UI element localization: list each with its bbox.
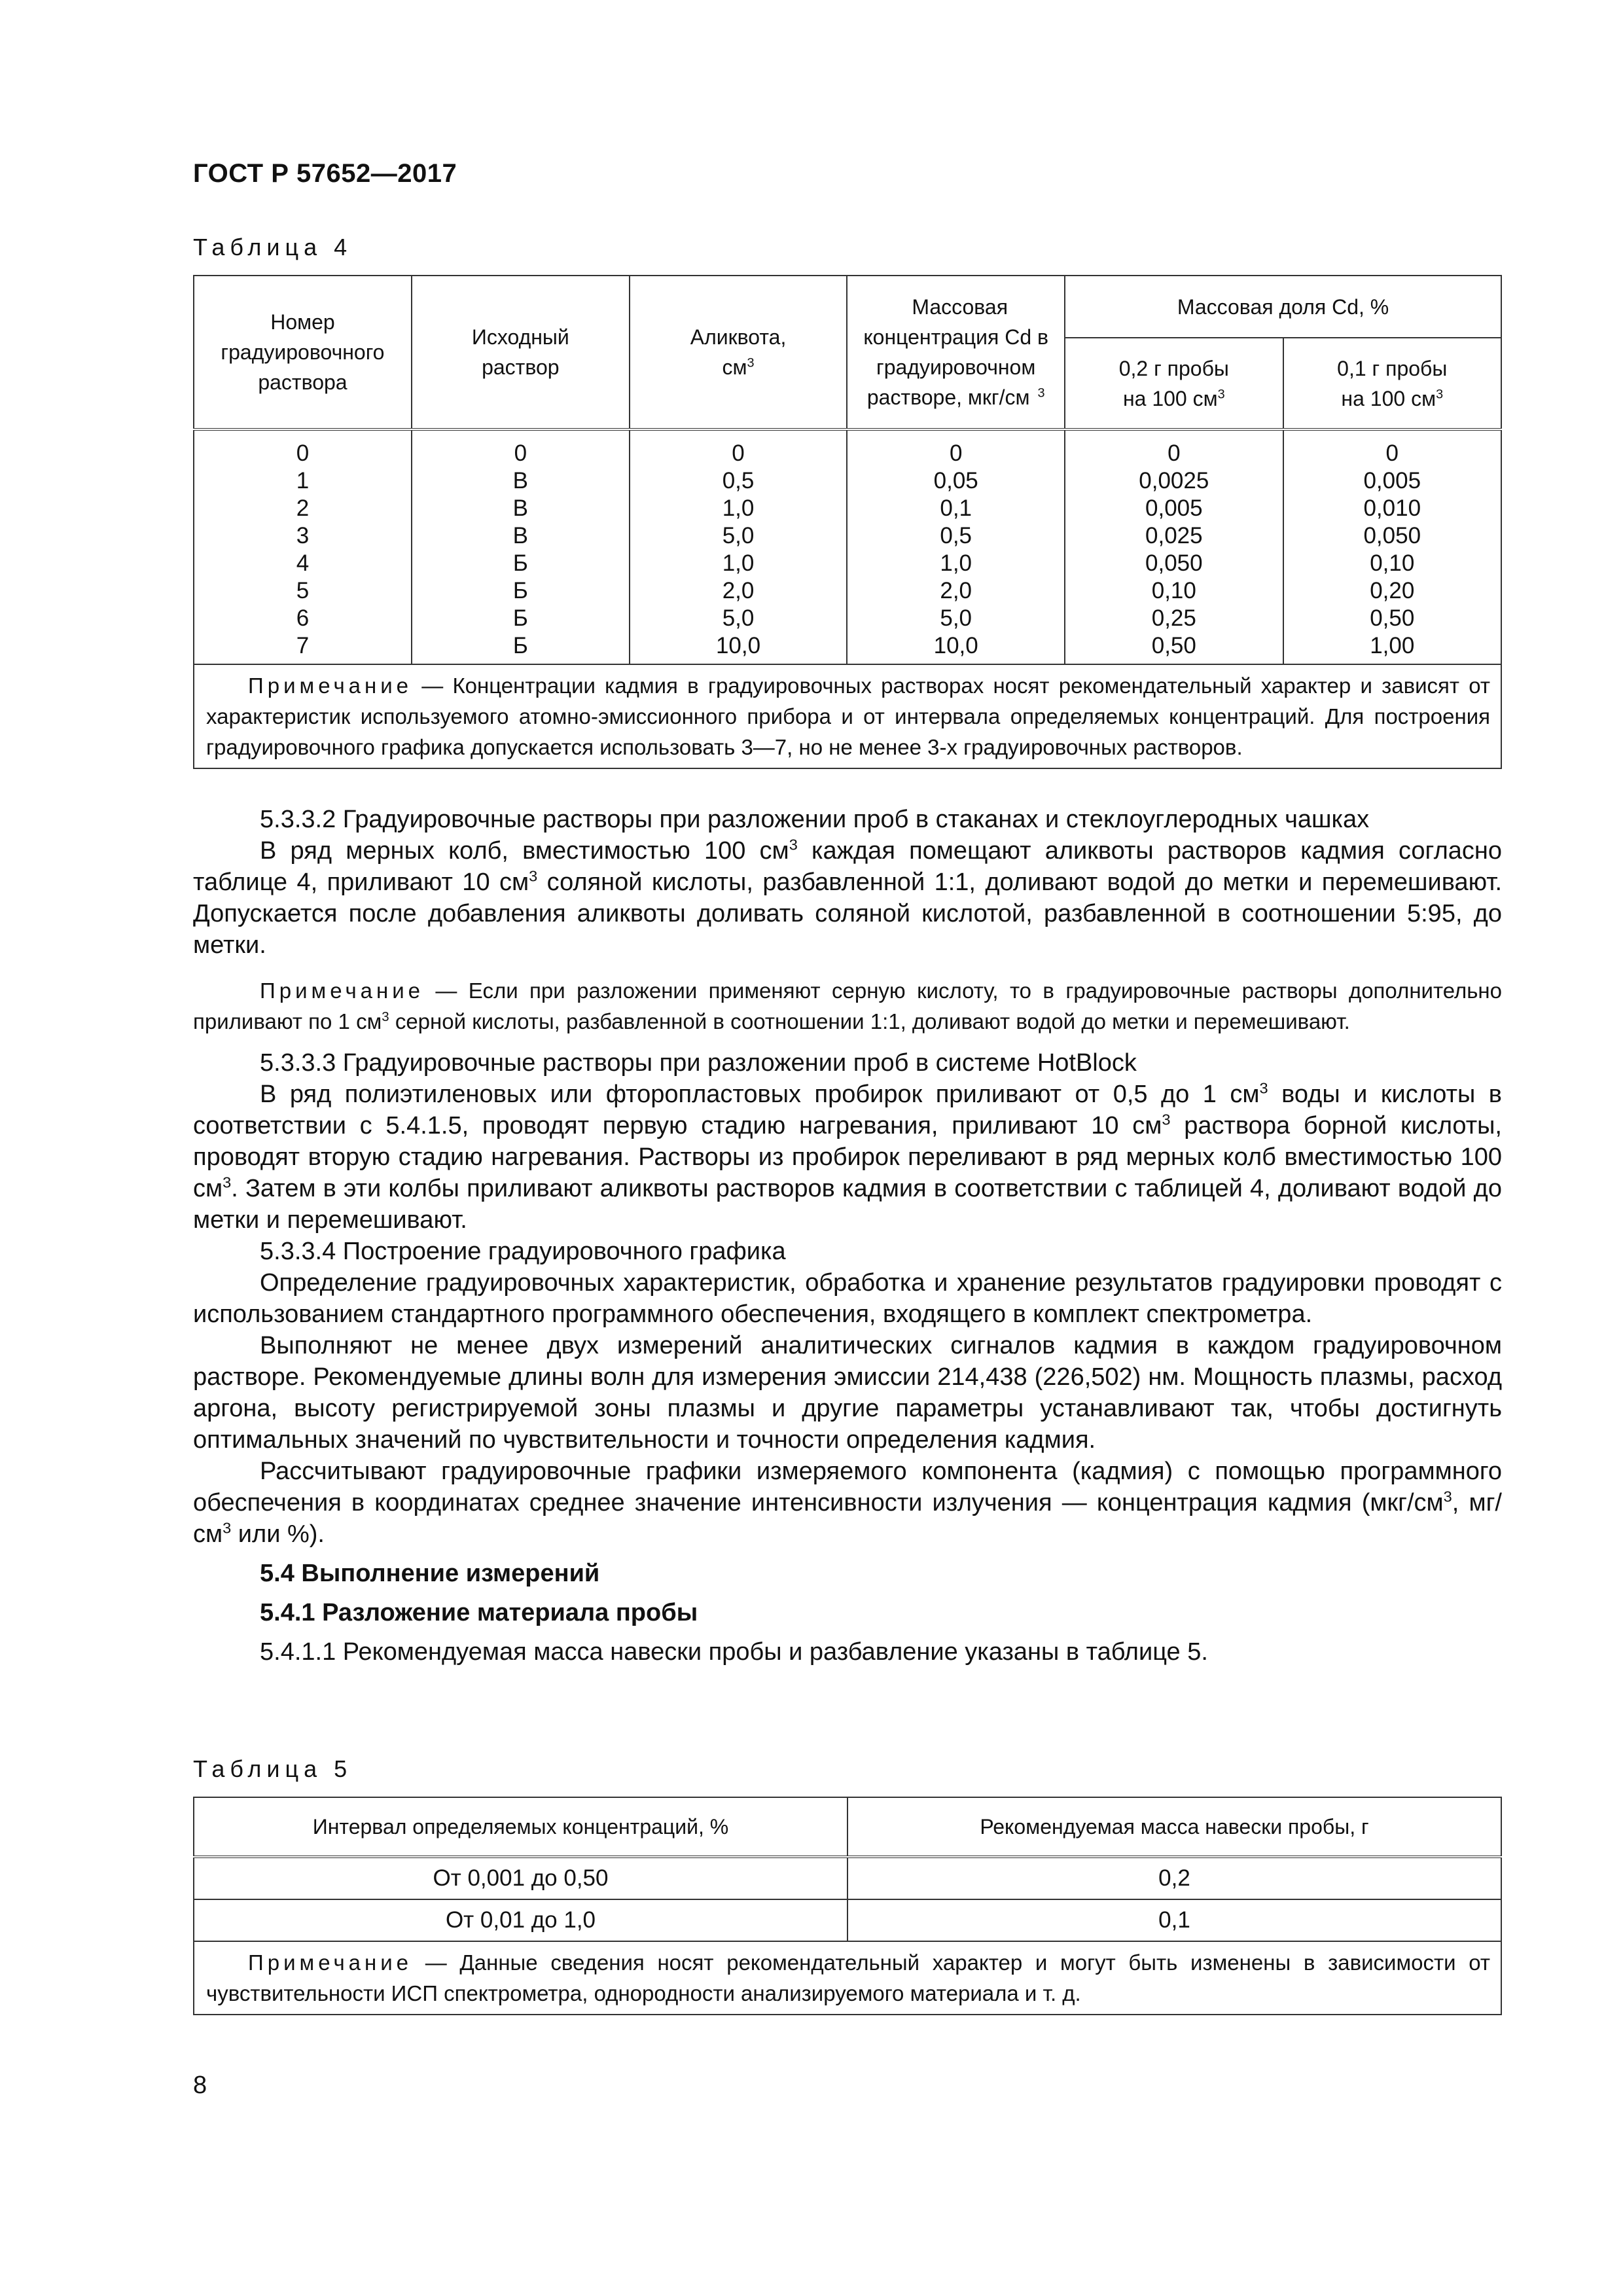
- table4-cell: 3: [296, 523, 310, 548]
- document-header: ГОСТ Р 57652—2017: [193, 159, 457, 188]
- table4-cell: 0,005: [1363, 468, 1421, 493]
- table5-cell-interval: От 0,01 до 1,0: [194, 1899, 847, 1941]
- table4-cell: 0,50: [1151, 633, 1196, 658]
- paragraph-flasks: В ряд мерных колб, вместимостью 100 $см^3$ каждая помещают аликвоты растворов кадмия согласно таблице 4, приливают 10 $см^3$ соляной кислоты, разбавленной 1:1, доливают водой до метки и перемешивают. Допускается после добавления аликвоты доливать соляной кислотой, разбавленной в соотношении 5:95, до метки.: [193, 836, 1502, 959]
- clause-5-3-3-2: 5.3.3.2 Градуировочные растворы при разложении проб в стаканах и стеклоуглеродных чашках: [260, 806, 1370, 833]
- table4-note-text: — Концентрации кадмия в градуировочных растворах носят рекомендательный характер и зависят от характеристик используемого атомно-эмиссионного прибора и от интервала определяемых концентраций. Для построения градуировочного графика допускается использовать 3—7, но не менее 3-х градуировочных растворов.: [206, 673, 1490, 759]
- table4-cell: 6: [296, 605, 310, 631]
- table4-cell: 0: [1385, 440, 1399, 466]
- table4-cell: 5: [296, 578, 310, 603]
- table4: [193, 275, 1502, 769]
- table4-col-fraction-01: [1283, 429, 1501, 664]
- table5-cell-mass: 0,1: [847, 1899, 1501, 1941]
- table4-cell: 0,5: [722, 468, 755, 493]
- table4-cell: 0,5: [940, 523, 972, 548]
- table4-cell: 2,0: [940, 578, 972, 603]
- paragraph-hotblock: В ряд полиэтиленовых или фторопластовых пробирок приливают от 0,5 до 1 $см^3$ воды и кислоты в соответствии с 5.4.1.5, проводят первую стадию нагревания, приливают 10 $см^3$ раствора борной кислоты, проводят вторую стадию нагревания. Растворы из пробирок переливают в ряд мерных колб вместимостью 100 $см^3$. Затем в эти колбы приливают аликвоты растворов кадмия в соответствии с таблицей 4, доливают водой до метки и перемешивают.: [193, 1079, 1502, 1234]
- table5-cell-mass: 0,2: [847, 1857, 1501, 1899]
- table4-cell: 0,10: [1151, 578, 1196, 603]
- table4-cell: В: [512, 495, 528, 521]
- table5-note-text: — Данные сведения носят рекомендательный характер и могут быть изменены в зависимости от чувствительности ИСП спектрометра, однородности анализируемого материала и т. д.: [206, 1950, 1490, 2005]
- table4-cell: 1,0: [722, 495, 755, 521]
- table4-cell: 5,0: [722, 523, 755, 548]
- table5: [193, 1797, 1502, 2015]
- table4-cell: 10,0: [715, 633, 761, 658]
- heading-5-4-1: 5.4.1 Разложение материала пробы: [260, 1599, 698, 1626]
- table4-cell: 5,0: [940, 605, 972, 631]
- table4-cell: 5,0: [722, 605, 755, 631]
- table4-cell: 0,050: [1145, 550, 1203, 576]
- table4-data-row: [194, 429, 1501, 664]
- table4-cell: 1: [296, 468, 310, 493]
- table4-cell: 0,20: [1370, 578, 1415, 603]
- table4-col-number: [194, 429, 412, 664]
- table4-header-source: Исходный раствор: [412, 276, 630, 429]
- table4-cell: 0,25: [1151, 605, 1196, 631]
- paragraph-measurements: Выполняют не менее двух измерений аналитических сигналов кадмия в каждом градуировочном растворе. Рекомендуемые длины волн для измерения эмиссии 214,438 (226,502) нм. Мощность плазмы, расход аргона, высоту регистрируемой зоны плазмы и другие параметры устанавливают так, чтобы достигнуть оптимальных значений по чувствительности и точности определения кадмия.: [193, 1332, 1502, 1454]
- table4-header-sub2: 0,1 г пробы на 100 $см^3$: [1283, 338, 1501, 429]
- table4-cell: В: [512, 523, 528, 548]
- heading-5-4: 5.4 Выполнение измерений: [260, 1560, 600, 1587]
- table4-header-number: Номер градуировочного раствора: [194, 276, 412, 429]
- table4-header-sub1: 0,2 г пробы на 100 $см^3$: [1065, 338, 1283, 429]
- clause-5-4-1-1: 5.4.1.1 Рекомендуемая масса навески пробы и разбавление указаны в таблице 5.: [260, 1638, 1208, 1666]
- table4-cell: Б: [512, 550, 528, 576]
- table4-cell: 1,00: [1370, 633, 1415, 658]
- note-sulfuric-acid: Примечание — Если при разложении применяют серную кислоту, то в градуировочные растворы дополнительно приливают по 1 $см^3$ серной кислоты, разбавленной в соотношении 1:1, доливают водой до метки и перемешивают.: [193, 978, 1502, 1033]
- table5-note-label: Примечание: [248, 1950, 413, 1975]
- table4-header-mass-fraction: Массовая доля Cd, %: [1065, 276, 1501, 338]
- table4-cell: 0,010: [1363, 495, 1421, 521]
- table4-note: [194, 664, 1501, 768]
- table5-caption: Таблица 5: [193, 1755, 353, 1782]
- table4-col-concentration: [847, 429, 1065, 664]
- table4-cell: 1,0: [940, 550, 972, 576]
- table4-cell: 0,005: [1145, 495, 1203, 521]
- table5-note: [194, 1941, 1501, 2015]
- table5-header-interval: Интервал определяемых концентраций, %: [194, 1797, 847, 1857]
- table4-note-label: Примечание: [248, 673, 413, 698]
- table5-cell-interval: От 0,001 до 0,50: [194, 1857, 847, 1899]
- table4-cell: 0,10: [1370, 550, 1415, 576]
- page-number: 8: [193, 2072, 207, 2099]
- table4-cell: В: [512, 468, 528, 493]
- table4-cell: 0,50: [1370, 605, 1415, 631]
- table4-cell: 7: [296, 633, 310, 658]
- table4-cell: 0,1: [940, 495, 972, 521]
- table5-row: [194, 1857, 1501, 1899]
- table4-cell: 0: [1168, 440, 1181, 466]
- table4-cell: 0: [732, 440, 745, 466]
- table4-cell: 0: [949, 440, 963, 466]
- table4-cell: 0,025: [1145, 523, 1203, 548]
- table4-cell: Б: [512, 578, 528, 603]
- table4-cell: 1,0: [722, 550, 755, 576]
- table4-cell: 0,050: [1363, 523, 1421, 548]
- table4-cell: 4: [296, 550, 310, 576]
- table4-col-aliquot: [630, 429, 847, 664]
- table4-cell: 2: [296, 495, 310, 521]
- clause-5-3-3-4: 5.3.3.4 Построение градуировочного графика: [260, 1238, 786, 1265]
- table4-caption: Таблица 4: [193, 234, 353, 260]
- table5-header-mass: Рекомендуемая масса навески пробы, г: [847, 1797, 1501, 1857]
- table4-cell: 0: [296, 440, 310, 466]
- table4-cell: Б: [512, 605, 528, 631]
- paragraph-calibration-graphs: Рассчитывают градуировочные графики измеряемого компонента (кадмия) с помощью программного обеспечения в координатах среднее значение интенсивности излучения — концентрация кадмия ($мкг/см^3$, $мг/см^3$ или %).: [193, 1458, 1502, 1548]
- table4-col-source: [412, 429, 630, 664]
- body-text: [193, 804, 1502, 1668]
- table4-cell: 10,0: [933, 633, 978, 658]
- table4-cell: 2,0: [722, 578, 755, 603]
- table4-cell: 0: [514, 440, 527, 466]
- table4-col-fraction-02: [1065, 429, 1283, 664]
- table4-cell: Б: [512, 633, 528, 658]
- table5-row: [194, 1899, 1501, 1941]
- table4-header-aliquot: Аликвота, $см^3$: [630, 276, 847, 429]
- paragraph-software: Определение градуировочных характеристик, обработка и хранение результатов градуировки проводят с использованием стандартного программного обеспечения, входящего в комплект спектрометра.: [193, 1269, 1502, 1328]
- table4-header-concentration: Массовая концентрация Cd в градуировочном растворе, мкг/см $^3$: [847, 276, 1065, 429]
- table4-cell: 0,0025: [1139, 468, 1209, 493]
- clause-5-3-3-3: 5.3.3.3 Градуировочные растворы при разложении проб в системе HotBlock: [260, 1049, 1137, 1077]
- table4-cell: 0,05: [933, 468, 978, 493]
